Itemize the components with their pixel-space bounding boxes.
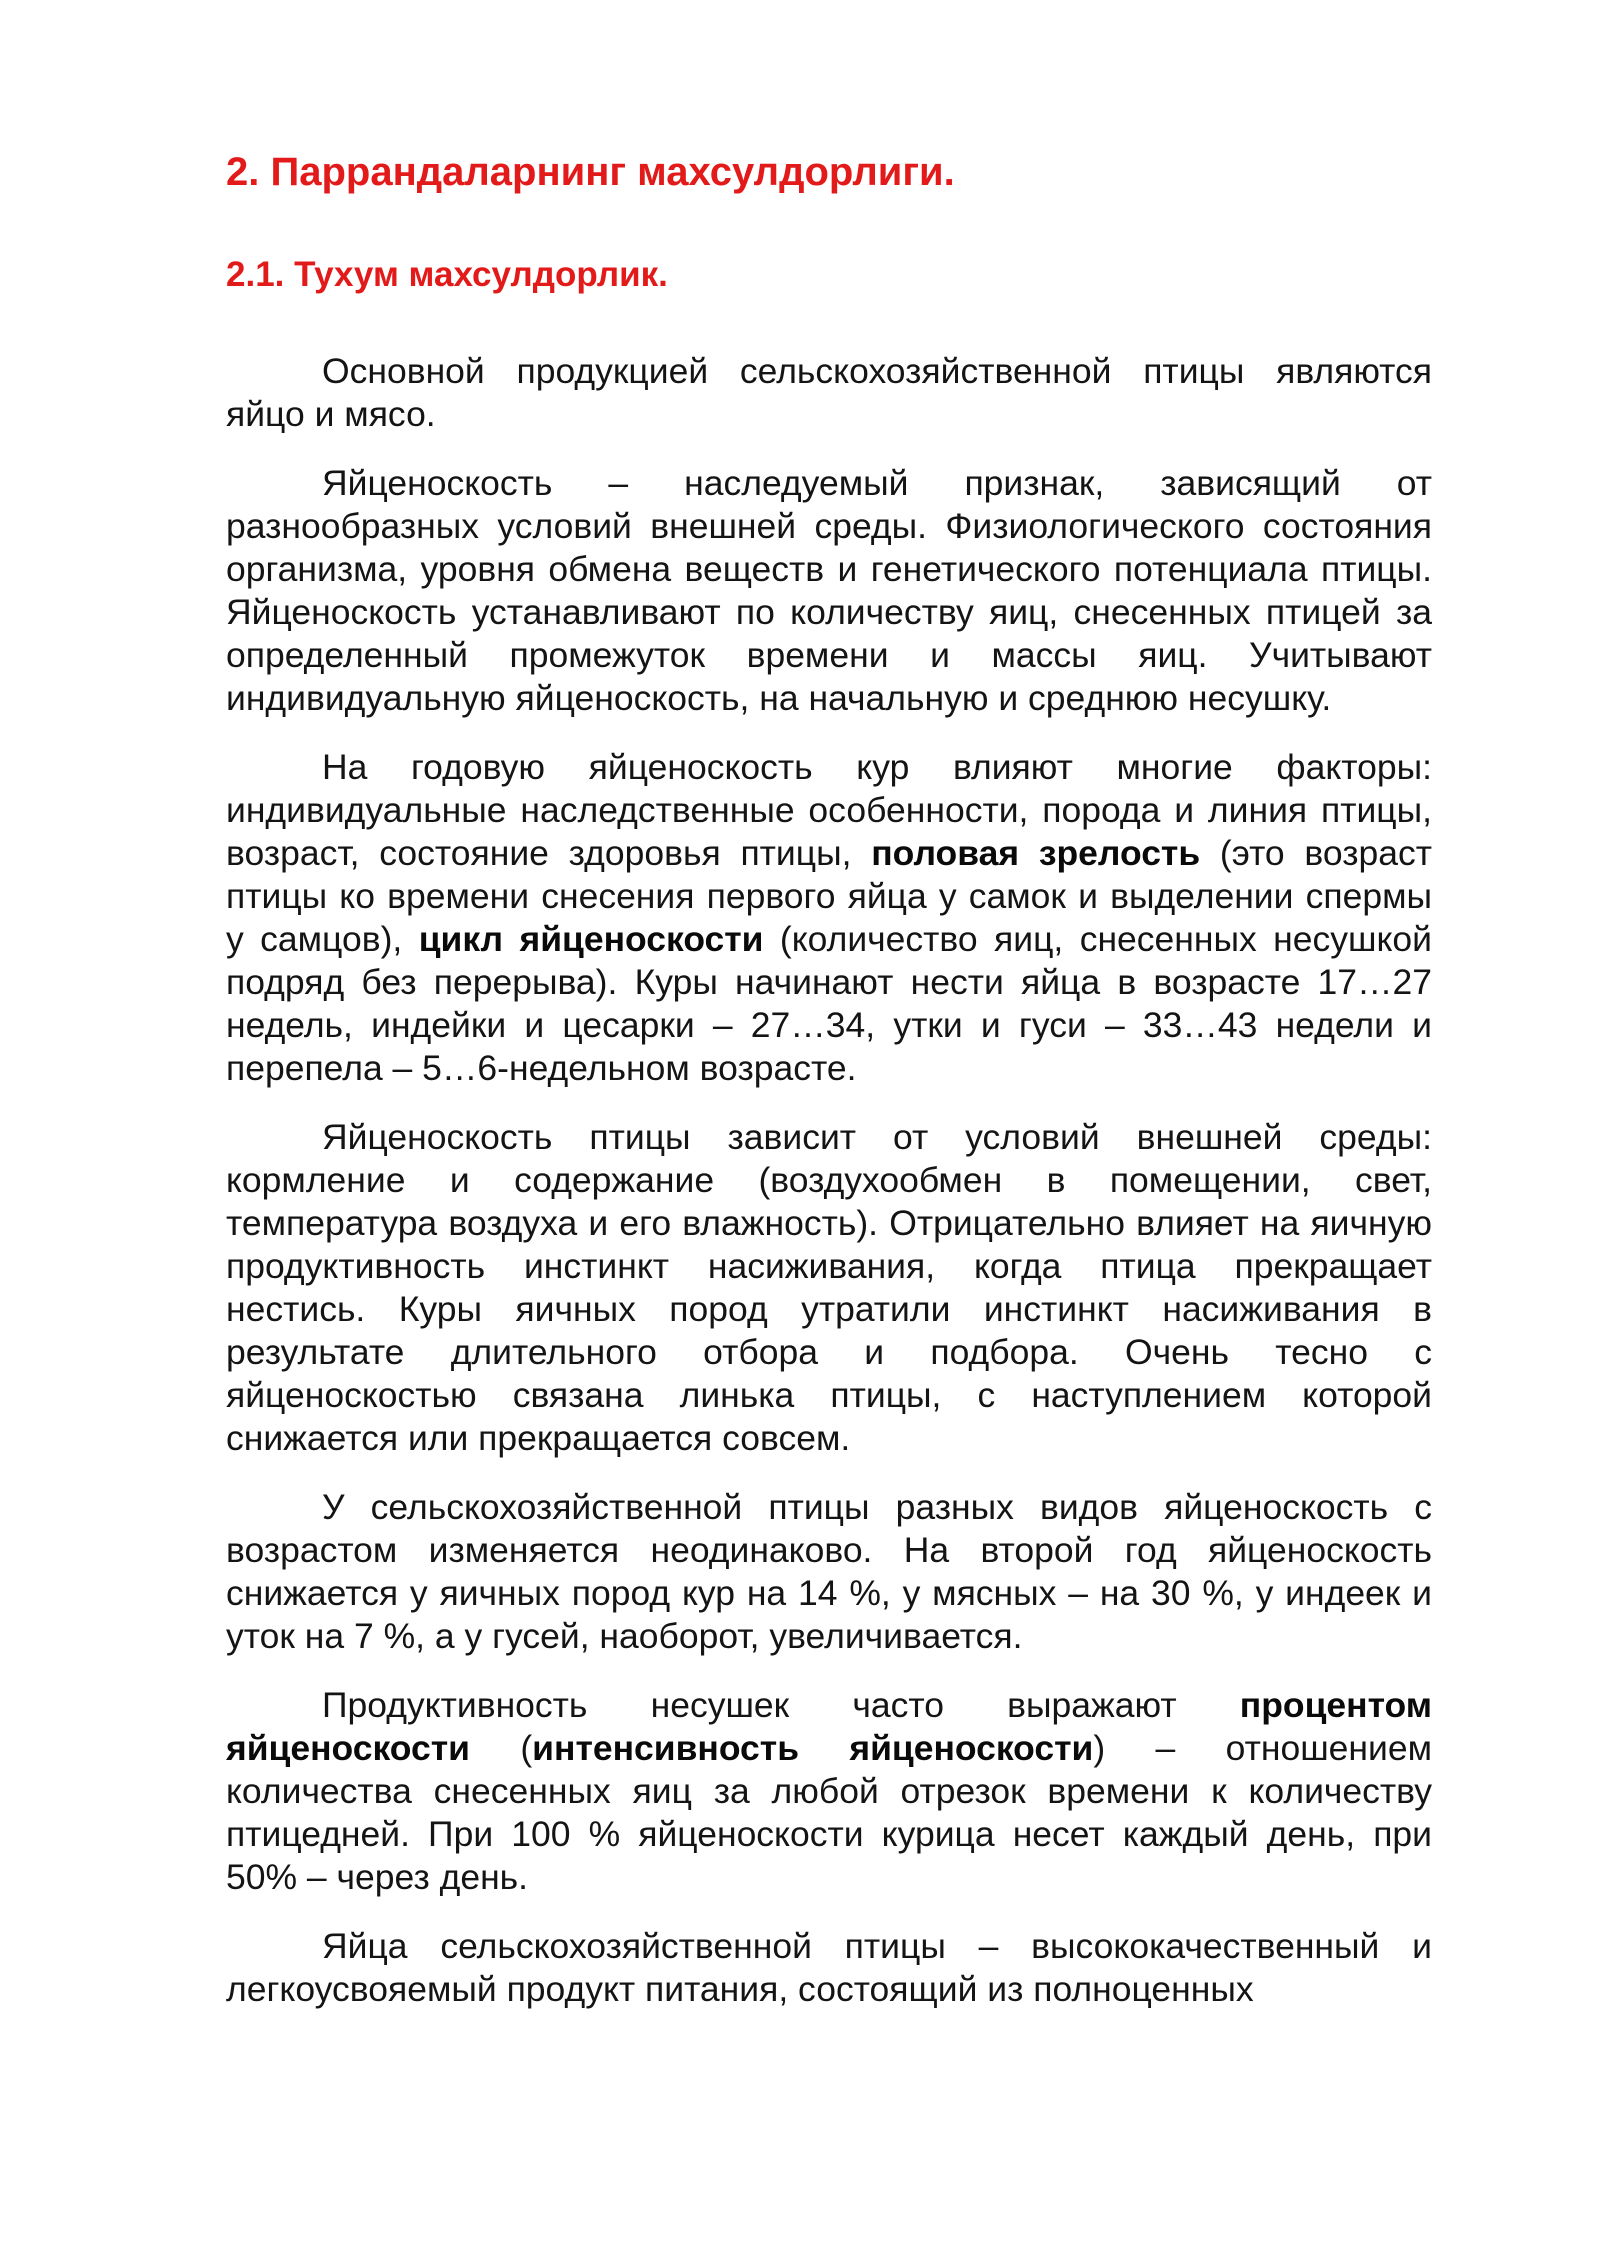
paragraph-egg-productivity-definition: Яйценоскость – наследуемый признак, зависящий от разнообразных условий внешней среды. Физиологического состояния организма, уровня обмена веществ и генетического потенциала птицы. Яйценоскость устанавливают по количеству яиц, снесенных птицей за определенный промежуток времени и массы яиц. Учитывают индивидуальную яйценоскость, на начальную и среднюю несушку. [226,463,1432,718]
paragraph-main-products: Основной продукцией сельскохозяйственной птицы являются яйцо и мясо. [226,351,1432,434]
term-laying-intensity: интенсивность яйценоскости [532,1728,1094,1768]
paragraph-text: ) – отношением количества снесенных яиц за любой отрезок времени к количеству птицедней. При 100 % яйценоскости курица несет каждый день, при 50% – через день. [226,1728,1432,1897]
paragraph-text: На годовую яйценоскость кур влияют многие факторы: индивидуальные наследственные особенности, порода и линия птицы, возраст, состояние здоровья птицы, [226,747,1432,873]
paragraph-laying-percentage [226,1684,1432,1899]
document-body [226,350,1432,2037]
subsection-heading: 2.1. Тухум махсулдорлик. [226,255,668,294]
paragraph-age-changes: У сельскохозяйственной птицы разных видов яйценоскость с возрастом изменяется неодинаково. На второй год яйценоскость снижается у яичных пород кур на 14 %, у мясных – на 30 %, у индеек и уток на 7 %, а у гусей, наоборот, увеличивается. [226,1487,1432,1656]
term-sexual-maturity: половая зрелость [871,833,1201,873]
paragraph-text: (количество яиц, снесенных несушкой подряд без перерыва). Куры начинают нести яйца в возрасте 17…27 недель, индейки и цесарки – 27…34, утки и гуси – 33…43 недели и перепела – 5…6-недельном возрасте. [226,919,1432,1088]
paragraph-egg-nutrition: Яйца сельскохозяйственной птицы – высококачественный и легкоусвояемый продукт питания, состоящий из полноценных [226,1926,1432,2009]
paragraph-text: ( [469,1728,533,1768]
term-laying-cycle: цикл яйценоскости [418,919,764,959]
paragraph-text: (это возраст птицы ко времени снесения первого яйца у самок и выделении спермы у самцов), [226,833,1433,959]
section-heading: 2. Паррандаларнинг махсулдорлиги. [226,150,955,194]
paragraph-text: Продуктивность несушек часто выражают [322,1685,1240,1725]
paragraph-environment: Яйценоскость птицы зависит от условий внешней среды: кормление и содержание (воздухообмен в помещении, свет, температура воздуха и его влажность). Отрицательно влияет на яичную продуктивность инстинкт насиживания, когда птица прекращает нестись. Куры яичных пород утратили инстинкт насиживания в результате длительного отбора и подбора. Очень тесно с яйценоскостью связана линька птицы, с наступлением которой снижается или прекращается совсем. [226,1117,1432,1458]
term-laying-percentage: процентом яйценоскости [226,1685,1432,1768]
paragraph-annual-factors [226,746,1432,1090]
